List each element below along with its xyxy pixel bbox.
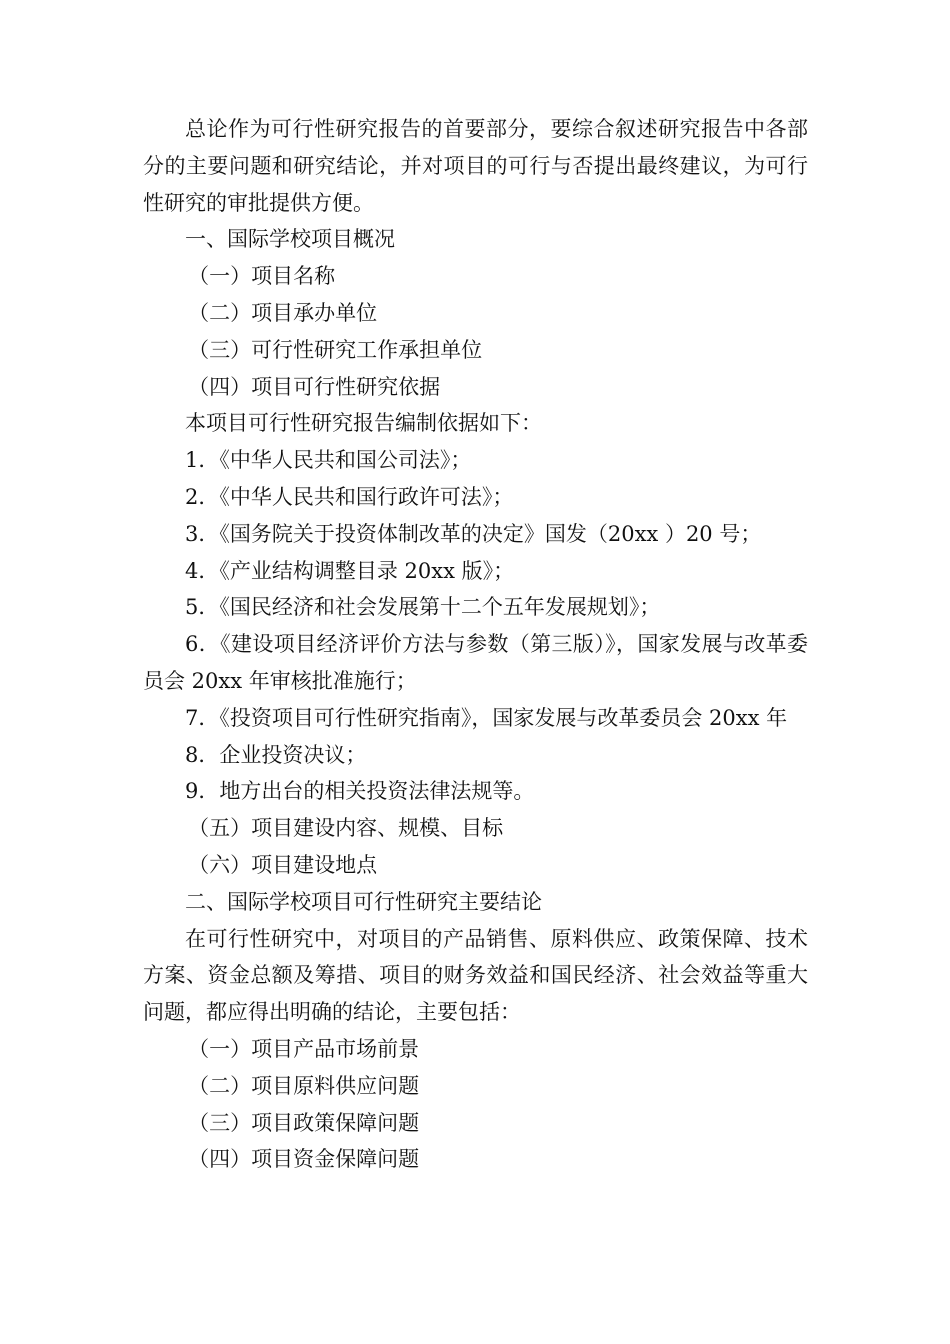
subsection-research-unit: （三）可行性研究工作承担单位	[188, 337, 483, 362]
basis-item-8: 8．企业投资决议；	[185, 742, 367, 767]
section-heading-overview: 一、国际学校项目概况	[185, 227, 395, 252]
basis-item-5: 5．《国民经济和社会发展第十二个五年发展规划》；	[185, 595, 661, 620]
basis-item-1: 1．《中华人民共和国公司法》；	[185, 448, 472, 473]
subsection-funding-guarantee: （四）项目资金保障问题	[188, 1147, 420, 1172]
section-heading-conclusions: 二、国际学校项目可行性研究主要结论	[185, 889, 542, 914]
basis-intro: 本项目可行性研究报告编制依据如下：	[185, 411, 542, 436]
basis-item-7: 7．《投资项目可行性研究指南》，国家发展与改革委员会 20xx 年	[185, 705, 788, 730]
basis-item-3: 3．《国务院关于投资体制改革的决定》国发（20xx ）20 号；	[185, 521, 762, 546]
subsection-research-basis: （四）项目可行性研究依据	[188, 374, 441, 399]
subsection-construction-site: （六）项目建设地点	[188, 852, 378, 877]
subsection-raw-material: （二）项目原料供应问题	[188, 1073, 420, 1098]
document-body	[143, 111, 808, 1178]
intro-paragraph: 总论作为可行性研究报告的首要部分，要综合叙述研究报告中各部分的主要问题和研究结论，并对项目的可行与否提出最终建议，为可行性研究的审批提供方便。	[143, 117, 808, 215]
basis-item-6: 6．《建设项目经济评价方法与参数（第三版）》，国家发展与改革委员会 20xx 年审核批准施行；	[143, 632, 808, 693]
subsection-project-name: （一）项目名称	[188, 264, 336, 289]
subsection-construction-content: （五）项目建设内容、规模、目标	[188, 816, 504, 841]
subsection-policy-guarantee: （三）项目政策保障问题	[188, 1110, 420, 1135]
subsection-undertaking-unit: （二）项目承办单位	[188, 300, 378, 325]
conclusions-paragraph: 在可行性研究中，对项目的产品销售、原料供应、政策保障、技术方案、资金总额及筹措、项目的财务效益和国民经济、社会效益等重大问题，都应得出明确的结论，主要包括：	[143, 926, 808, 1025]
basis-item-4: 4．《产业结构调整目录 20xx 版》；	[185, 558, 515, 583]
subsection-market-outlook: （一）项目产品市场前景	[188, 1036, 420, 1061]
basis-item-2: 2．《中华人民共和国行政许可法》；	[185, 484, 514, 509]
basis-item-9: 9．地方出台的相关投资法律法规等。	[185, 779, 535, 804]
